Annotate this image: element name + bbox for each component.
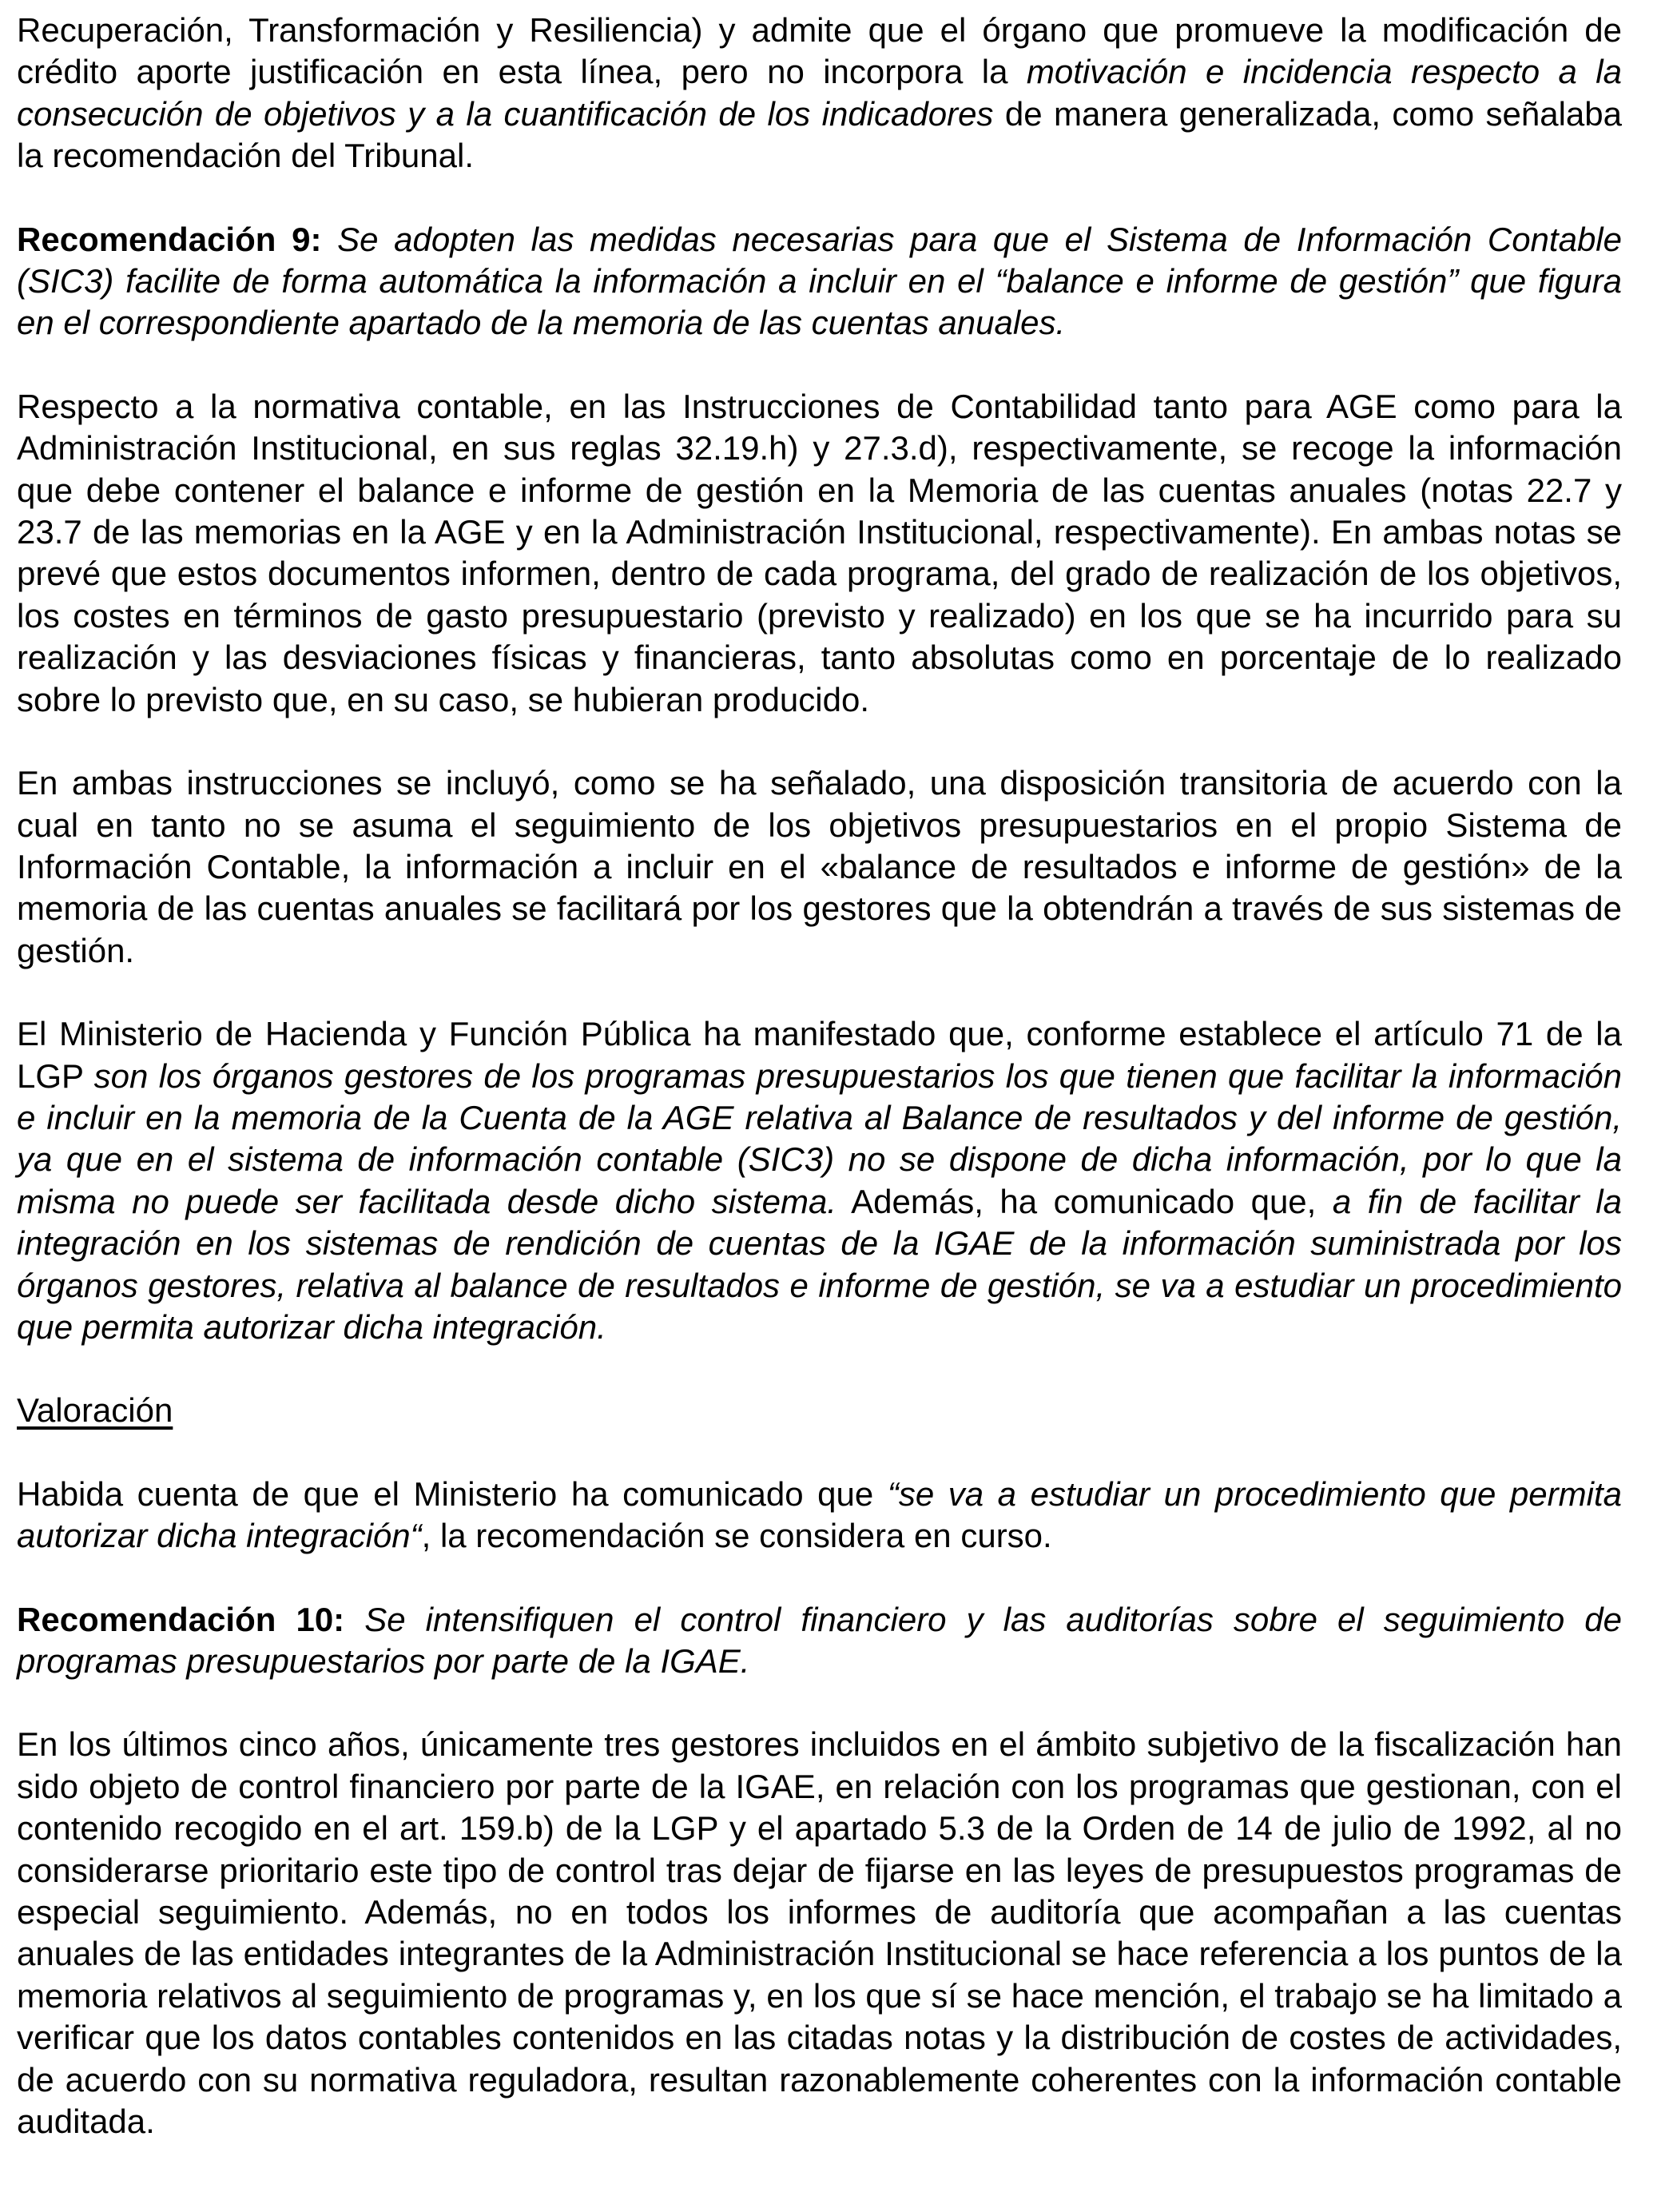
paragraph-recuperacion: [17, 10, 1622, 177]
emphasis-text: son los órganos gestores de los programas presupuestarios los que tienen que facilitar la información e incluir en la memoria de la Cuenta de la AGE relativa al Balance de resultados y del informe de gestión, ya que en el sistema de información contable (SIC3) no se dispone de dicha información, por lo que la misma no puede ser facilitada desde dicho sistema.: [17, 1056, 1622, 1220]
recommendation-9: [17, 219, 1622, 344]
recommendation-label: Recomendación 10:: [17, 1600, 345, 1638]
paragraph-valoracion: [17, 1474, 1622, 1558]
heading-text: Valoración: [17, 1391, 173, 1430]
recommendation-label: Recomendación 9:: [17, 220, 322, 258]
emphasis-text: motivación e incidencia respecto a la consecución de objetivos y a la cuantificación de los indicadores: [17, 53, 1622, 133]
section-heading-valoracion: [17, 1390, 1622, 1431]
recommendation-10: [17, 1599, 1622, 1683]
paragraph-text: El Ministerio de Hacienda y Función Pública ha manifestado que, conforme establece el artículo 71 de la LGP: [17, 1015, 1622, 1095]
paragraph-ultimos-cinco-anos: En los últimos cinco años, únicamente tres gestores incluidos en el ámbito subjetivo de la fiscalización han sido objeto de control financiero por parte de la IGAE, en relación con los programas que gestionan, con el contenido recogido en el art. 159.b) de la LGP y el apartado 5.3 de la Orden de 14 de julio de 1992, al no considerarse prioritario este tipo de control tras dejar de fijarse en las leyes de presupuestos programas de especial seguimiento. Además, no en todos los informes de auditoría que acompañan a las cuentas anuales de las entidades integrantes de la Administración Institucional se hace referencia a los puntos de la memoria relativos al seguimiento de programas y, en los que sí se hace mención, el trabajo se ha limitado a verificar que los datos contables contenidos en las citadas notas y la distribución de costes de actividades, de acuerdo con su normativa reguladora, resultan razonablemente coherentes con la información contable auditada.: [17, 1725, 1622, 2141]
paragraph-text: Además, ha comunicado que,: [836, 1182, 1333, 1220]
recommendation-text: Se adopten las medidas necesarias para que el Sistema de Información Contable (SIC3) facilite de forma automática la información a incluir en el “balance e informe de gestión” que figura en el correspondiente apartado de la memoria de las cuentas anuales.: [17, 220, 1622, 342]
paragraph-text: de manera generalizada, como señalaba la recomendación del Tribunal.: [17, 94, 1623, 175]
emphasis-text: “se va a estudiar un procedimiento que permita autorizar dicha integración“: [17, 1474, 1622, 1555]
emphasis-text: a fin de facilitar la integración en los sistemas de rendición de cuentas de la IGAE de la información suministrada por los órganos gestores, relativa al balance de resultados e informe de gestión, se va a estudiar un procedimiento que permita autorizar dicha integración.: [17, 1182, 1622, 1346]
paragraph-normativa-contable: Respecto a la normativa contable, en las Instrucciones de Contabilidad tanto para AGE como para la Administración Institucional, en sus reglas 32.19.h) y 27.3.d), respectivamente, se recoge la información que debe contener el balance e informe de gestión en la Memoria de las cuentas anuales (notas 22.7 y 23.7 de las memorias en la AGE y en la Administración Institucional, respectivamente). En ambas notas se prevé que estos documentos informen, dentro de cada programa, del grado de realización de los objetivos, los costes en términos de gasto presupuestario (previsto y realizado) en los que se ha incurrido para su realización y las desviaciones físicas y financieras, tanto absolutas como en porcentaje de lo realizado sobre lo previsto que, en su caso, se hubieran producido.: [17, 387, 1622, 718]
paragraph-text: Recuperación, Transformación y Resiliencia) y admite que el órgano que promueve la modificación de crédito aporte justificación en esta línea, pero no incorpora la: [17, 11, 1622, 91]
recommendation-text: Se intensifiquen el control financiero y las auditorías sobre el seguimiento de programas presupuestarios por parte de la IGAE.: [17, 1600, 1623, 1680]
paragraph-text: , la recomendación se considera en curso.: [421, 1517, 1052, 1555]
paragraph-text: Habida cuenta de que el Ministerio ha comunicado que: [17, 1474, 888, 1513]
paragraph-instrucciones: En ambas instrucciones se incluyó, como se ha señalado, una disposición transitoria de acuerdo con la cual en tanto no se asuma el seguimiento de los objetivos presupuestarios en el propio Sistema de Información Contable, la información a incluir en el «balance de resultados e informe de gestión» de la memoria de las cuentas anuales se facilitará por los gestores que la obtendrán a través de sus sistemas de gestión.: [17, 764, 1622, 969]
paragraph-ministerio: [17, 1013, 1622, 1348]
